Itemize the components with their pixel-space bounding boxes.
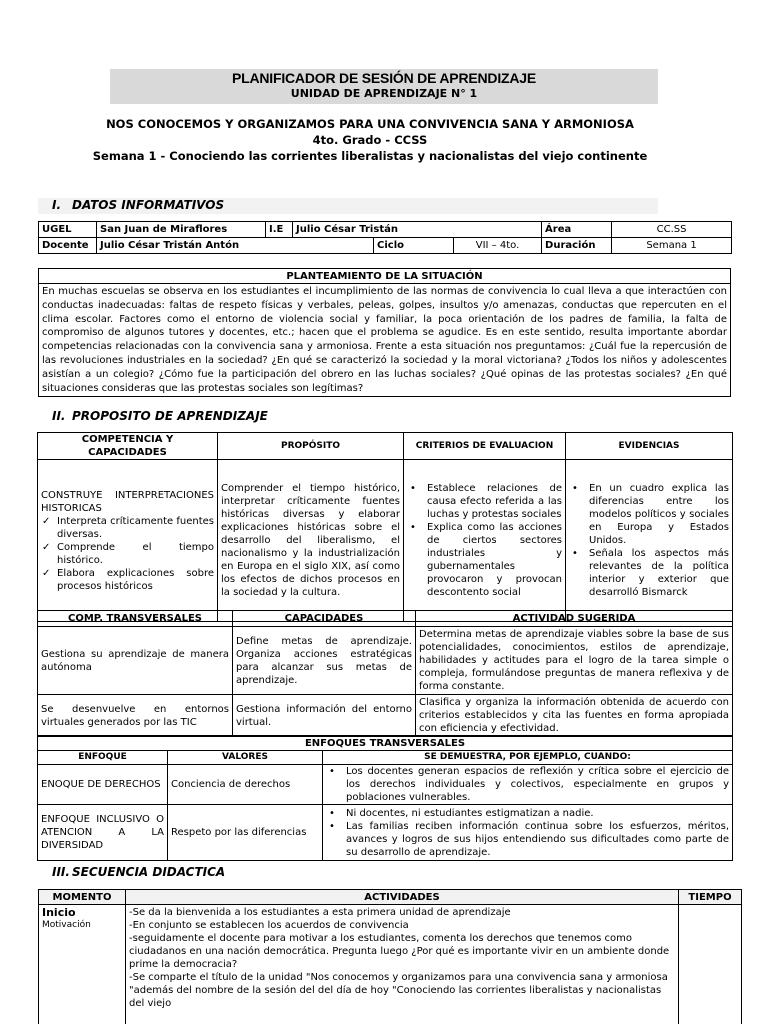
criterio-item: • Establece relaciones de causa efecto referida a las luchas y protestas sociales [407, 482, 562, 521]
activity-line: -Se da la bienvenida a los estudiantes a esta primera unidad de aprendizaje [129, 907, 511, 918]
capacidad-item: ✓ Interpreta críticamente fuentes diversas. [41, 515, 214, 541]
section-number: III. [52, 865, 70, 879]
transversal-comp: Gestiona su aprendizaje de manera autónoma [38, 627, 233, 695]
enfoque-name: ENOQUE DE DERECHOS [38, 765, 168, 805]
section-number: I. [52, 198, 62, 212]
transversal-cap: Define metas de aprendizaje. Organiza acciones estratégicas para alcanzar sus metas de aprendizaje. [233, 627, 416, 695]
competencia-name: CONSTRUYE INTERPRETACIONES HISTORICAS [41, 489, 214, 514]
capacidad-item: ✓ Elabora explicaciones sobre procesos históricos [41, 567, 214, 593]
criterio-item: • Explica como las acciones de ciertos sectores industriales y gubernamentales provocaron y provocan descontento social [407, 521, 562, 599]
situation-title: PLANTEAMIENTO DE LA SITUACIÓN [39, 269, 731, 284]
tiempo-cell [679, 905, 742, 1024]
col-header-competencia: COMPETENCIA Y CAPACIDADES [38, 433, 218, 460]
docente-label: Docente [39, 238, 97, 254]
enfoques-title: ENFOQUES TRANSVERSALES [38, 736, 733, 751]
section-number: II. [52, 409, 66, 423]
docente-value: Julio César Tristán Antón [97, 238, 374, 254]
enfoque-valores: Conciencia de derechos [168, 765, 323, 805]
evidencia-item: • Señala los aspectos más relevantes de la política interior y exterior que desarrolló Bismarck [569, 547, 729, 599]
transversal-cap: Gestiona información del entorno virtual. [233, 695, 416, 737]
enfoque-item: • Ni docentes, ni estudiantes estigmatizan a nadie. [326, 807, 729, 820]
col-header-valores: VALORES [168, 751, 323, 765]
competencia-cell [38, 460, 218, 622]
col-header-momento: MOMENTO [39, 890, 126, 905]
enfoque-item: • Las familias reciben información continua sobre los esfuerzos, méritos, avances y logros de sus hijos entendiendo sus dificultades como parte de su desarrollo de aprendizaje. [326, 820, 729, 859]
section-title: PROPOSITO DE APRENDIZAJE [72, 409, 268, 423]
duracion-label: Duración [542, 238, 612, 254]
document-title: PLANIFICADOR DE SESIÓN DE APRENDIZAJE [231, 70, 536, 86]
title-band [110, 69, 658, 104]
enfoque-valores: Respeto por las diferencias [168, 805, 323, 861]
transversal-comp: Se desenvuelve en entornos virtuales generados por las TIC [38, 695, 233, 737]
moment-sub: Motivación [42, 920, 91, 930]
enfoque-name: ENFOQUE INCLUSIVO O ATENCION A LA DIVERSIDAD [38, 805, 168, 861]
ie-label: I.E [266, 222, 293, 238]
grade-line: 4to. Grado - CCSS [312, 133, 428, 147]
area-label: Área [542, 222, 612, 238]
transversales-table [37, 610, 733, 737]
section-title: DATOS INFORMATIVOS [72, 198, 225, 212]
area-value: CC.SS [612, 222, 732, 238]
capacidad-item: ✓ Comprende el tiempo histórico. [41, 541, 214, 567]
moment-cell [39, 905, 126, 1024]
moment-name: Inicio [42, 906, 76, 919]
enfoque-item: • Los docentes generan espacios de reflexión y crítica sobre el ejercicio de los derechos individuales y colectivos, especialmente en grupos y poblaciones vulnerables. [326, 765, 729, 804]
col-header-comp-transversales: COMP. TRANSVERSALES [38, 611, 233, 627]
section-heading-secuencia [38, 865, 225, 879]
ugel-value: San Juan de Miraflores [97, 222, 266, 238]
enfoque-items [323, 805, 733, 861]
situation-text: En muchas escuelas se observa en los estudiantes el incumplimiento de las normas de convivencia lo cual lleva a que interactúen con conductas inadecuadas: faltas de respeto físicas y verbales, peleas, golpes, insultos y/o amenazas, conductas que repercuten en el clima escolar. Factores como el entorno de violencia social y familiar, la poca orientación de los padres de familia, la falta de compromiso de algunos tutores y docentes, etc.; hacen que el problema se agudice. Es en este sentido, resulta importante abordar competencias relacionadas con la convivencia sana y armoniosa. Frente a esta situación nos preguntamos: ¿Cuál fue la repercusión de las revoluciones industriales en la sociedad? ¿En qué se caracterizó la sociedad y la moral victoriana? ¿Todos los niños y adolescentes asistían a un colegio? ¿Cómo fue la participación del obrero en las luchas sociales? ¿Qué opinas de las protestas sociales? ¿En qué situaciones consideras que las protestas sociales son legítimas? [39, 284, 731, 397]
datos-table [38, 221, 732, 254]
duracion-value: Semana 1 [612, 238, 732, 254]
proposito-table [37, 432, 733, 622]
col-header-criterios: CRITERIOS DE EVALUACION [404, 433, 566, 460]
col-header-tiempo: TIEMPO [679, 890, 742, 905]
criterios-cell [404, 460, 566, 622]
evidencia-item: • En un cuadro explica las diferencias entre los modelos políticos y sociales en Europa y Estados Unidos. [569, 482, 729, 547]
transversal-act: Determina metas de aprendizaje viables sobre la base de sus potencialidades, conocimientos, estilos de aprendizaje, habilidades y actitudes para el logro de la tarea simple o compleja, formulándose preguntas de manera reflexiva y de forma constante. [416, 627, 733, 695]
transversal-act: Clasifica y organiza la información obtenida de acuerdo con criterios establecidos y cita las fuentes en forma apropiada con eficiencia y efectividad. [416, 695, 733, 737]
situation-table [38, 268, 731, 397]
ciclo-value: VII – 4to. [454, 238, 542, 254]
col-header-evidencias: EVIDENCIAS [566, 433, 733, 460]
week-line: Semana 1 - Conociendo las corrientes liberalistas y nacionalistas del viejo continente [92, 149, 648, 163]
capacidades-list [41, 515, 214, 593]
activity-line: -seguidamente el docente para motivar a los estudiantes, comenta los derechos que tenemos como ciudadanos en una nación democrática. Pregunta luego ¿Por qué es importante vivir en un ambiente donde prime la democracia? [129, 933, 670, 970]
secuencia-table [38, 889, 742, 1024]
enfoque-items [323, 765, 733, 805]
ie-value: Julio César Tristán [293, 222, 542, 238]
col-header-proposito: PROPÓSITO [218, 433, 404, 460]
activity-line: -Se comparte el título de la unidad "Nos conocemos y organizamos para una convivencia sana y armoniosa "además del nombre de la sesión del del día de hoy "Conociendo las corrientes liberalistas y nacionalistas del viejo [129, 972, 668, 1009]
ugel-label: UGEL [39, 222, 97, 238]
activities-cell [126, 905, 679, 1024]
document-subtitle: UNIDAD DE APRENDIZAJE N° 1 [290, 87, 478, 100]
col-header-demuestra: SE DEMUESTRA, POR EJEMPLO, CUANDO: [323, 751, 733, 765]
enfoques-table [37, 735, 733, 861]
col-header-actividades: ACTIVIDADES [126, 890, 679, 905]
proposito-text: Comprender el tiempo histórico, interpretar críticamente fuentes históricas diversas y elaborar explicaciones históricas sobre el desarrollo del liberalismo, el nacionalismo y la industrialización en Europa en el siglo XIX, así como los efectos de dichos procesos en la sociedad y la cultura. [218, 460, 404, 622]
col-header-actividad: ACTIVIDAD SUGERIDA [416, 611, 733, 627]
section-title: SECUENCIA DIDACTICA [72, 865, 226, 879]
unit-title: NOS CONOCEMOS Y ORGANIZAMOS PARA UNA CONVIVENCIA SANA Y ARMONIOSA [106, 117, 634, 131]
evidencias-cell [566, 460, 733, 622]
section-heading-proposito [38, 409, 268, 423]
section-heading-datos [38, 198, 224, 212]
ciclo-label: Ciclo [374, 238, 454, 254]
activity-line: -En conjunto se establecen los acuerdos de convivencia [129, 920, 409, 931]
col-header-enfoque: ENFOQUE [38, 751, 168, 765]
col-header-capacidades: CAPACIDADES [233, 611, 416, 627]
